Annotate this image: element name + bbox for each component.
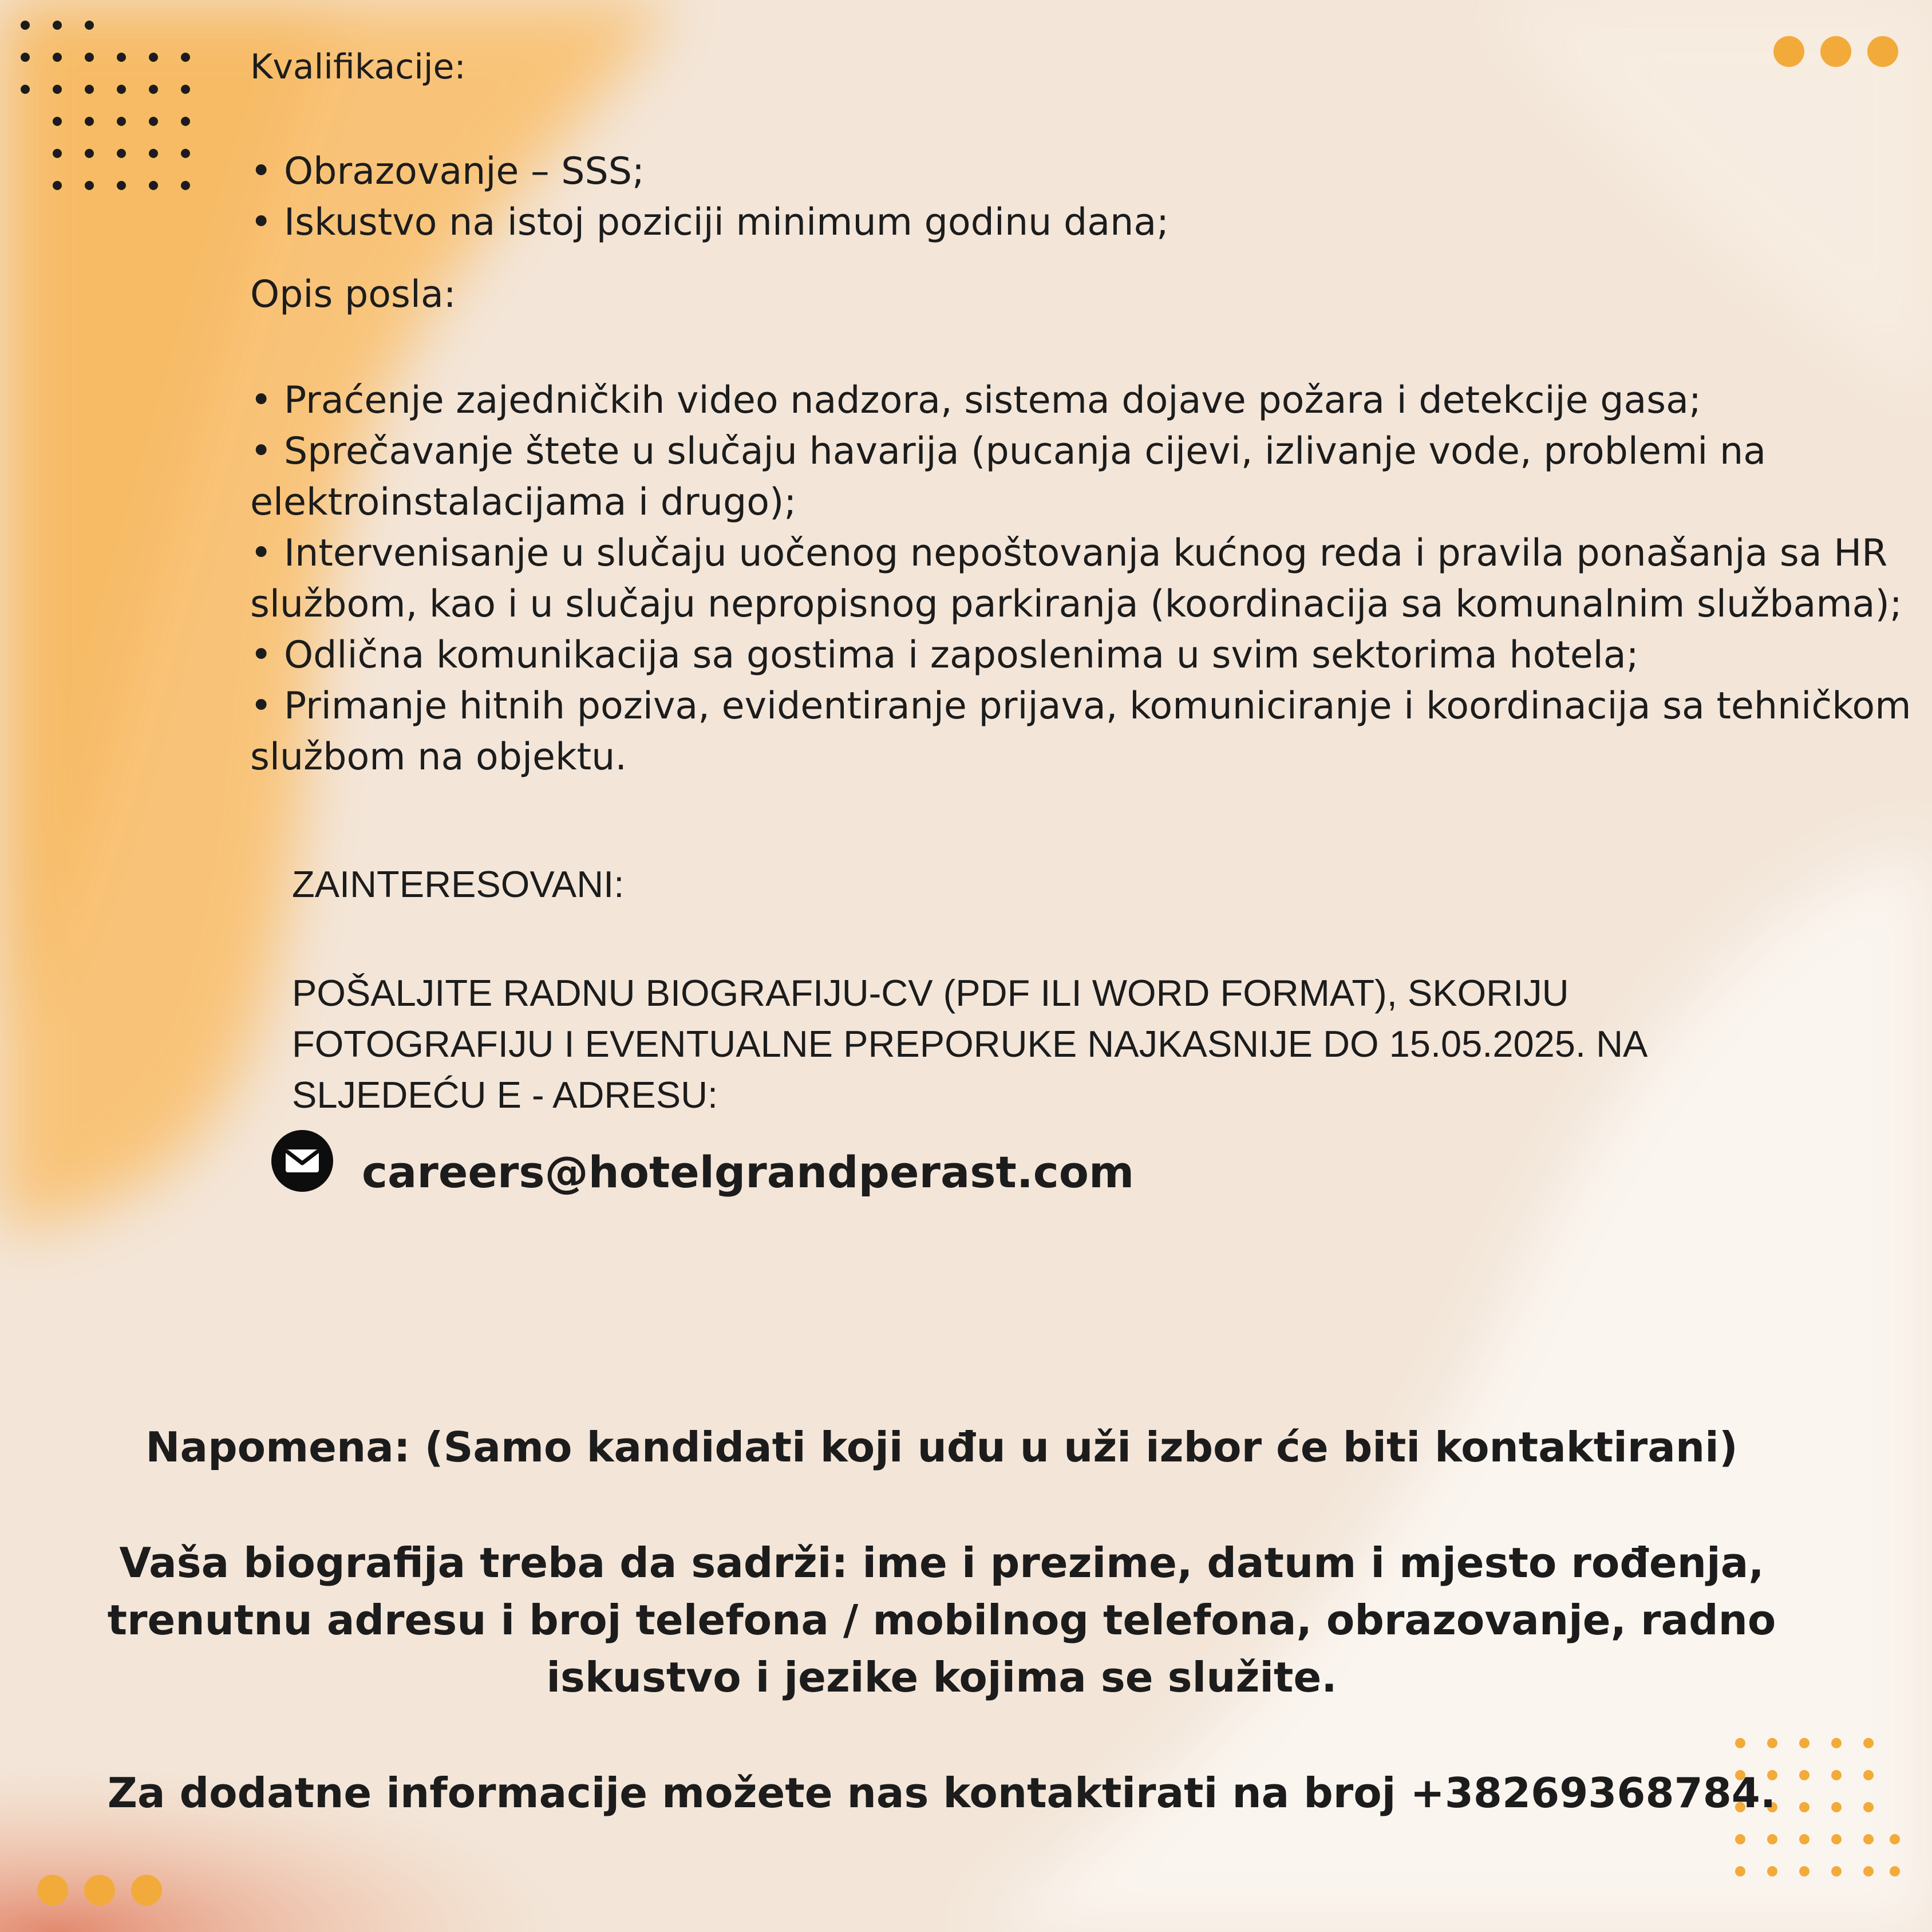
job-description-list — [250, 375, 1911, 783]
decorative-three-dots-bottom-left — [34, 1872, 172, 1909]
decorative-dot-grid-top-left — [16, 18, 199, 202]
list-line: • Praćenje zajedničkih video nadzora, sistema dojave požara i detekcije gasa; — [250, 379, 1701, 422]
instruction-line: SLJEDEĆU E - ADRESU: — [292, 1074, 718, 1116]
cv-requirements-line: iskustvo i jezike kojima se služite. — [546, 1653, 1337, 1701]
cv-requirements-line: Vaša biografija treba da sadrži: ime i prezime, datum i mjesto rođenja, — [119, 1539, 1764, 1587]
list-line: službom, kao i u slučaju nepropisnog parkiranja (koordinacija sa komunalnim službama); — [250, 583, 1902, 626]
instruction-line: FOTOGRAFIJU I EVENTUALNE PREPORUKE NAJKASNIJE DO 15.05.2025. NA — [292, 1023, 1648, 1065]
contact-email-link[interactable]: careers@hotelgrandperast.com — [362, 1147, 1135, 1198]
qualifications-heading: Kvalifikacije: — [250, 47, 466, 87]
list-line: • Intervenisanje u slučaju uočenog nepoštovanja kućnog reda i pravila ponašanja sa HR — [250, 532, 1888, 575]
interested-heading: ZAINTERESOVANI: — [292, 863, 625, 905]
list-item: • Iskustvo na istoj poziciji minimum godinu dana; — [250, 197, 1169, 248]
application-instructions — [292, 967, 1647, 1120]
cv-requirements-line: trenutnu adresu i broj telefona / mobilnog telefona, obrazovanje, radno — [107, 1596, 1776, 1644]
instruction-line: POŠALJITE RADNU BIOGRAFIJU-CV (PDF ILI WORD FORMAT), SKORIJU — [292, 972, 1569, 1014]
list-line: elektroinstalacijama i drugo); — [250, 481, 797, 524]
list-line: • Primanje hitnih poziva, evidentiranje prijava, komuniciranje i koordinacija sa tehničkom — [250, 685, 1911, 728]
note-text: Napomena: (Samo kandidati koji uđu u uži izbor će biti kontaktirani) — [145, 1423, 1738, 1471]
job-description-heading: Opis posla: — [250, 273, 456, 316]
list-line: • Odlična komunikacija sa gostima i zaposlenima u svim sektorima hotela; — [250, 634, 1639, 677]
envelope-icon — [270, 1129, 334, 1193]
list-line: službom na objektu. — [250, 736, 627, 779]
decorative-three-dots-top-right — [1772, 34, 1909, 69]
cv-requirements — [0, 1534, 1883, 1706]
contact-phone-info: Za dodatne informacije možete nas kontaktirati na broj +38269368784. — [107, 1769, 1776, 1817]
list-item: • Obrazovanje – SSS; — [250, 146, 1169, 197]
list-line: • Sprečavanje štete u slučaju havarija (pucanja cijevi, izlivanje vode, problemi na — [250, 430, 1767, 473]
qualifications-list — [250, 146, 1169, 248]
